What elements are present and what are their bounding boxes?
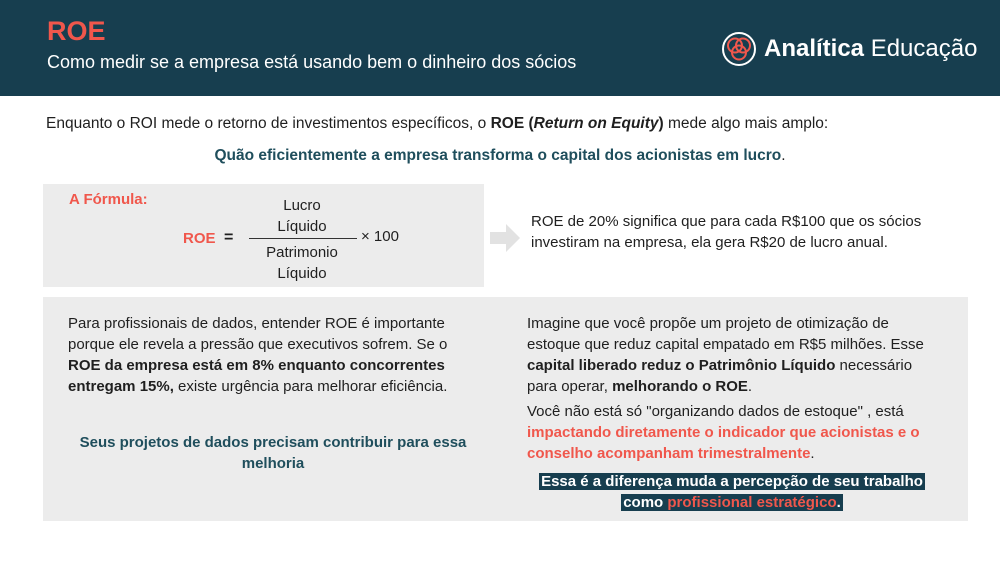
formula-equals: = [224, 229, 234, 246]
arrow-right-icon [488, 221, 522, 255]
details-panel [43, 297, 968, 521]
formula-multiplier: × 100 [361, 228, 399, 245]
brand-logo [722, 32, 977, 66]
fraction-line [249, 238, 357, 239]
formula-panel [43, 184, 484, 287]
formula-roe: ROE [183, 230, 216, 247]
intro-text: Enquanto o ROI mede o retorno de investimentos específicos, o ROE (Return on Equity) mede algo mais amplo: [46, 115, 829, 132]
data-professionals-paragraph: Para profissionais de dados, entender ROE é importante porque ele revela a pressão que executivos sofrem. Se o ROE da empresa está em 8% enquanto concorrentes entregam 15%, existe urgência para melhorar eficiência. [68, 315, 448, 395]
page-title: ROE [47, 16, 106, 46]
brand-name: Analítica Educação [764, 35, 978, 62]
strategic-callout: Essa é a diferença muda a percepção de seu trabalho como profissional estratégico. [541, 473, 923, 511]
data-projects-callout: Seus projetos de dados precisam contribuir para essa melhoria [79, 434, 467, 472]
roe-explanation: ROE de 20% significa que para cada R$100 que os sócios investiram na empresa, ela gera R$20 de lucro anual. [531, 213, 922, 251]
impact-paragraph: Você não está só "organizando dados de estoque" , está impactando diretamente o indicador que acionistas e o conselho acompanham trimestralmente. [527, 403, 920, 462]
inventory-example-paragraph: Imagine que você propõe um projeto de otimização de estoque que reduz capital empatado em R$5 milhões. Esse capital liberado reduz o Patrimônio Líquido necessário para operar, melhorando o ROE. [527, 315, 924, 395]
header-bar [0, 0, 1000, 96]
formula-numerator: Lucro Líquido [277, 197, 327, 235]
venn-logo-icon [722, 32, 756, 66]
formula-label: A Fórmula: [69, 191, 148, 208]
formula-denominator: Patrimonio Líquido [266, 244, 338, 282]
page-subtitle: Como medir se a empresa está usando bem o dinheiro dos sócios [47, 52, 577, 72]
tagline: Quão eficientemente a empresa transforma o capital dos acionistas em lucro. [214, 147, 786, 164]
